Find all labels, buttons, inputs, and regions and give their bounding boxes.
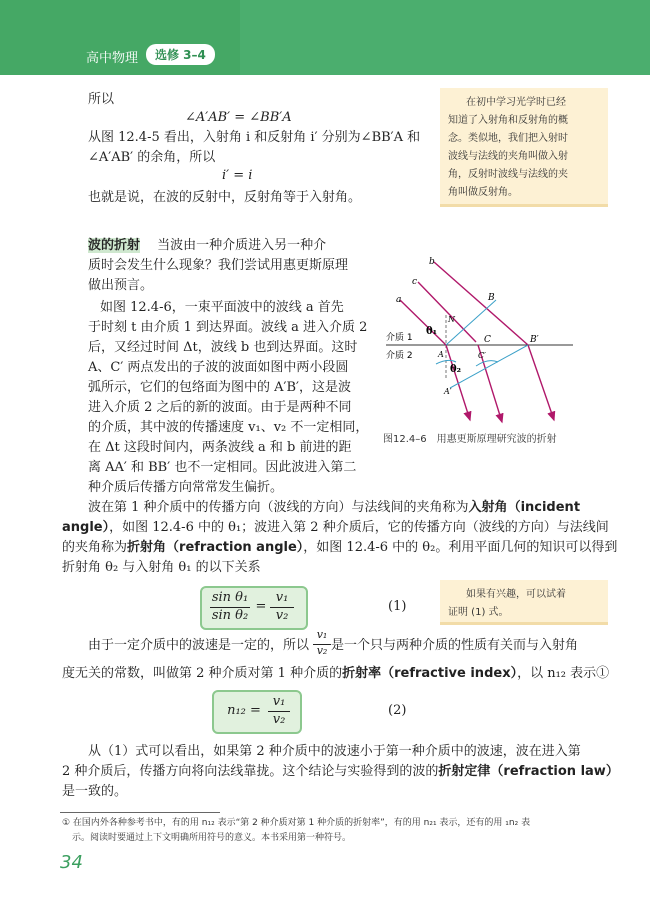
term-refraction-angle: 折射角 <box>127 540 167 555</box>
equation-reflection: i′ = i <box>222 168 253 183</box>
note-line: 在初中学习光学时已经 <box>466 97 566 108</box>
term-refraction-law: 折射定律 <box>438 764 491 779</box>
term-refractive-index: 折射率 <box>342 666 382 681</box>
text-line: A、C′ 两点发出的子波的波面如图中两小段圆 <box>88 360 349 375</box>
formula-refractive-index <box>212 690 302 734</box>
label-N: N <box>448 315 455 324</box>
footnote-line: ① 在国内外各种参考书中，有的用 n₁₂ 表示“第 2 种介质对第 1 种介质的折射率”，有的用 n₂₁ 表示，还有的用 ₁n₂ 表 <box>62 818 531 828</box>
margin-note: 如果有兴趣，可以试着 证明 (1) 式。 <box>440 580 608 624</box>
margin-note <box>440 88 608 206</box>
formula-den: v₂ <box>275 608 289 623</box>
page-header <box>0 0 650 75</box>
text-line: 在 Δt 这段时间内，两条波线 a 和 b 前进的距 <box>88 440 352 455</box>
refraction-line-1: 波的折射 当波由一种介质进入另一种介 <box>88 238 327 253</box>
equation-number: (2) <box>388 703 407 718</box>
text-line: 离 AA′ 和 BB′ 也不一定相同。因此波进入第二 <box>88 460 357 475</box>
formula-num: v₁ <box>272 694 286 709</box>
equation-angle: ∠A′AB′ = ∠BB′A <box>185 110 292 125</box>
text-line: 由于一定介质中的波速是一定的，所以 是一个只与两种介质的性质有关而与入射角 <box>88 638 579 653</box>
label-B: B <box>488 293 495 303</box>
label-Ap: A′ <box>444 387 452 396</box>
text-line: 进入介质 2 之后的新的波面。由于是两种不同 <box>88 400 352 415</box>
text-line: 弧所示，它们的包络面为图中的 A′B′，这是波 <box>88 380 351 395</box>
label-medium1: 介质 1 <box>386 333 413 343</box>
refraction-diagram <box>378 250 578 428</box>
text-line: 的介质，其中波的传播速度 v₁、v₂ 不一定相同， <box>88 420 369 435</box>
figure-caption: 图12.4–6 用惠更斯原理研究波的折射 <box>383 434 557 445</box>
label-medium2: 介质 2 <box>386 351 413 361</box>
text-line: 是一致的。 <box>62 784 128 799</box>
text-line: ∠A′AB′ 的余角，所以 <box>88 150 216 165</box>
note-underline <box>440 622 608 625</box>
label-a: a <box>396 295 402 305</box>
text-line: 度无关的常数，叫做第 2 种介质对第 1 种介质的折射率（refractive index），以 n₁₂ 表示① <box>62 666 610 681</box>
label-Cp: C′ <box>478 351 486 360</box>
text-suoyi: 所以 <box>88 92 115 107</box>
note-underline <box>440 204 608 207</box>
formula-den: sin θ₂ <box>211 608 249 623</box>
label-A: A <box>438 350 444 359</box>
term-incident-angle: 入射角 <box>468 500 508 515</box>
note-line: 念。类似地，我们把入射时 <box>448 133 568 144</box>
note-line: 波线与法线的夹角叫做入射 <box>448 151 568 162</box>
inline-frac-num: v₁ <box>316 628 328 641</box>
volume-badge: 选修 3–4 <box>146 44 215 65</box>
label-c: c <box>412 277 418 287</box>
text-line: 种介质后传播方向常常发生偏折。 <box>88 480 284 495</box>
ray-b-refracted <box>528 345 554 420</box>
ray-a-refracted <box>446 345 470 420</box>
note-line: 知道了入射角和反射角的概 <box>448 115 568 126</box>
equation-number: (1) <box>388 599 407 614</box>
text-line: 波在第 1 种介质中的传播方向（波线的方向）与法线间的夹角称为入射角（incident <box>88 500 581 515</box>
text-line: 质时会发生什么现象？我们尝试用惠更斯原理 <box>88 258 349 273</box>
book-title: 高中物理 <box>86 51 139 66</box>
text-line: 如图 12.4-6，一束平面波中的波线 a 首先 <box>100 300 344 315</box>
footnote-line: 示。阅读时要通过上下文明确所用符号的意义。本书采用第一种符号。 <box>72 833 352 843</box>
text-line: 从图 12.4-5 看出，入射角 i 和反射角 i′ 分别为∠BB′A 和 <box>88 130 421 145</box>
text-line: 的夹角称为折射角（refraction angle），如图 12.4-6 中的 θ₂。利用平面几何的知识可以得到 <box>62 540 618 555</box>
formula-den: v₂ <box>272 712 286 727</box>
page-number: 34 <box>60 852 83 873</box>
text-line: 做出预言。 <box>88 278 154 293</box>
note-line: 角，反射时波线与法线的夹 <box>448 169 568 180</box>
label-Bp: B′ <box>530 335 539 345</box>
note-line: 角叫做反射角。 <box>448 187 518 198</box>
section-heading: 波的折射 <box>88 238 141 253</box>
text-line: 2 种介质后，传播方向将向法线靠拢。这个结论与实验得到的波的折射定律（refraction law） <box>62 764 619 779</box>
text-line: 折射角 θ₂ 与入射角 θ₁ 的以下关系 <box>62 560 261 575</box>
label-C: C <box>484 335 491 345</box>
formula-snell: sin θ₁ sin θ₂ = v₁ v₂ <box>200 586 308 630</box>
label-theta1: θ₁ <box>426 326 438 337</box>
text-conclusion: 也就是说，在波的反射中，反射角等于入射角。 <box>88 190 362 205</box>
text-line: 从（1）式可以看出，如果第 2 种介质中的波速小于第一种介质中的波速，波在进入第 <box>88 744 581 759</box>
formula-num: sin θ₁ <box>211 590 249 605</box>
text-line: 于时刻 t 由介质 1 到达界面。波线 a 进入介质 2 <box>88 320 368 335</box>
inline-frac-den: v₂ <box>316 644 328 657</box>
label-b: b <box>429 257 435 267</box>
formula-num: v₁ <box>275 590 289 605</box>
formula-lhs: n₁₂ = <box>227 703 261 718</box>
ray-b <box>434 262 528 345</box>
text-line: angle），如图 12.4-6 中的 θ₁；波进入第 2 种介质后，它的传播方向（波线的方向）与法线间 <box>62 520 609 535</box>
footnote-separator <box>60 812 220 813</box>
label-theta2: θ₂ <box>450 364 462 375</box>
text-line: 后，又经过时间 Δt，波线 b 也到达界面。这时 <box>88 340 358 355</box>
